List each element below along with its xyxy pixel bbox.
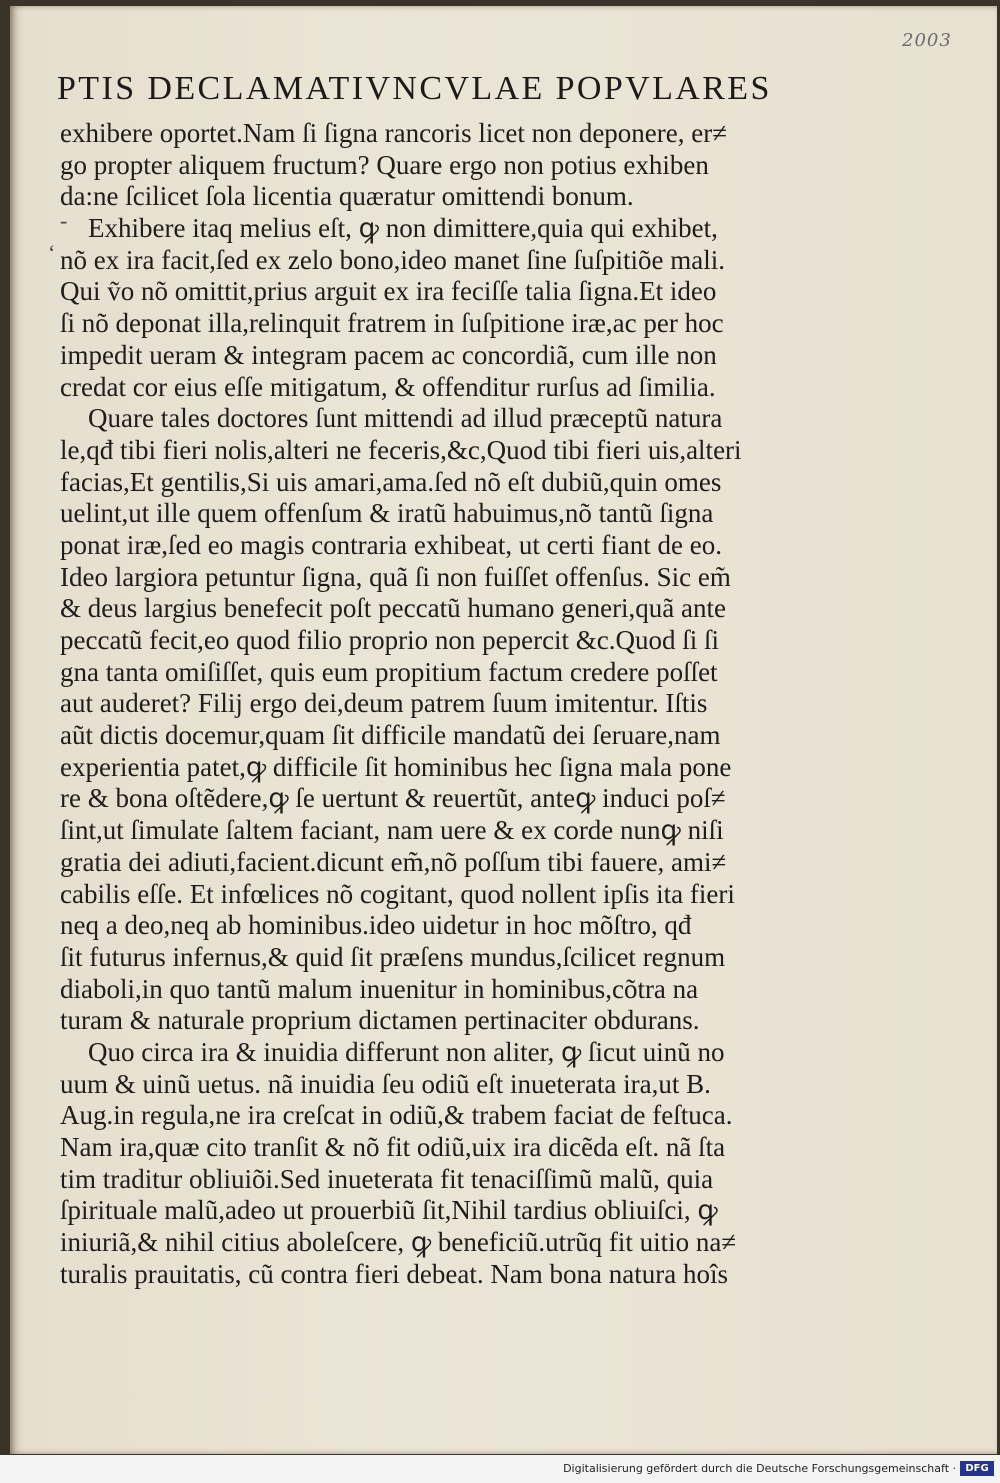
text-line: ſint,ut ſimulate ſaltem faciant, nam uere & ex corde nunꝙ niſi — [60, 815, 724, 846]
text-line: experientia patet,ꝙ difficile ſit hominibus hec ſigna mala pone — [60, 751, 732, 782]
text-line: Quare tales doctores ſunt mittendi ad illud præceptũ natura — [88, 403, 723, 434]
text-line: Aug.in regula,ne ira creſcat in odiũ,& trabem faciat de feſtuca. — [60, 1100, 733, 1131]
text-line: gna tanta omiſiſſet, quis eum propitium factum credere poſſet — [60, 656, 718, 687]
margin-mark: ‘ — [48, 240, 56, 265]
text-line: Qui ṽo nõ omittit,prius arguit ex ira feciſſe talia ſigna.Et ideo — [60, 276, 717, 307]
text-line: da:ne ſcilicet ſola licentia quæratur omittendi bonum. — [60, 181, 634, 212]
text-line: ſit futurus infernus,& quid ſit præſens mundus,ſcilicet regnum — [60, 941, 726, 972]
text-line: iniuriã,& nihil citius aboleſcere, ꝙ beneficiũ.utrũq fit uitio na≠ — [60, 1227, 737, 1258]
text-line: diaboli,in quo tantũ malum inuenitur in hominibus,cõtra na — [60, 973, 699, 1004]
text-line: Nam ira,quæ cito tranſit & nõ fit odiũ,uix ira dicẽda eſt. nã ſta — [60, 1132, 726, 1162]
text-line: peccatũ fecit,eo quod filio proprio non pepercit &c.Quod ſi ſi — [60, 625, 720, 655]
margin-mark: - — [60, 208, 68, 233]
text-line: uum & uinũ uetus. nã inuidia ſeu odiũ eſt inueterata ira,ut B. — [60, 1068, 711, 1099]
footer-bar — [0, 1455, 1000, 1483]
text-line: Ideo largiora petuntur ſigna, quã ſi non fuiſſet offenſus. Sic em̃ — [60, 561, 731, 592]
text-line: ſi nõ deponat illa,relinquit fratrem in ſuſpitione iræ,ac per hoc — [60, 308, 724, 339]
text-line: credat cor eius eſſe mitigatum, & offenditur rurſus ad ſimilia. — [60, 371, 716, 402]
text-line: & deus largius benefecit poſt peccatũ humano generi,quã ante — [60, 593, 727, 624]
text-line: cabilis eſſe. Et infœlices nõ cogitant, quod nollent ipſis ita fieri — [60, 878, 735, 909]
footer-credit: Digitalisierung gefördert durch die Deutsche Forschungsgemeinschaft · — [563, 1462, 956, 1475]
text-line: turalis prauitatis, cũ contra fieri debeat. Nam bona natura hoîs — [60, 1258, 729, 1289]
text-line: uelint,ut ille quem offenſum & iratũ habuimus,nõ tantũ ſigna — [60, 498, 714, 529]
text-line: aũt dictis docemur,quam ſit difficile mandatũ dei ſeruare,nam — [60, 720, 721, 751]
text-line: ponat iræ,ſed eo magis contraria exhibeat, ut certi fiant de eo. — [60, 529, 723, 560]
text-line: re & bona oſtẽdere,ꝙ ſe uertunt & reuertũt, anteꝙ induci poſ≠ — [60, 783, 726, 814]
text-line: Quo circa ira & inuidia differunt non aliter, ꝙ ſicut uinũ no — [88, 1036, 725, 1067]
text-line: neq a deo,neq ab hominibus.ideo uidetur in hoc mõſtro, qđ — [60, 910, 692, 941]
text-line: facias,Et gentilis,Si uis amari,ama.ſed nõ eſt dubiũ,quin omes — [60, 466, 722, 497]
text-line: gratia dei adiuti,facient.dicunt em̃,nõ poſſum tibi fauere, ami≠ — [60, 846, 727, 877]
text-line: impedit ueram & integram pacem ac concordiã, cum ille non — [60, 339, 717, 370]
text-line: aut auderet? Filij ergo dei,deum patrem ſuum imitentur. Iſtis — [60, 688, 708, 719]
text-line: turam & naturale proprium dictamen pertinaciter obdurans. — [60, 1005, 700, 1036]
text-line: tim traditur obliuiõi.Sed inueterata fit tenaciſſimũ malũ, quia — [60, 1163, 714, 1194]
folio-number: 2003 — [902, 30, 952, 51]
text-line: le,qđ tibi fieri nolis,alteri ne feceris,&c,Quod tibi fieri uis,alteri — [60, 434, 742, 465]
text-line: ſpirituale malũ,adeo ut prouerbiũ ſit,Nihil tardius obliuiſci, ꝙ — [60, 1195, 718, 1226]
running-head: PTIS DECLAMATIVNCVLAE POPVLARES — [57, 70, 772, 107]
text-line: go propter aliquem fructum? Quare ergo non potius exhiben — [60, 149, 709, 180]
dfg-logo: DFG — [960, 1461, 994, 1476]
body-text — [60, 118, 790, 1290]
text-line: Exhibere itaq melius eſt, ꝙ non dimittere,quia qui exhibet, — [88, 213, 718, 244]
text-line: nõ ex ira facit,ſed ex zelo bono,ideo manet ſine ſuſpitiõe mali. — [60, 244, 726, 275]
text-line: exhibere oportet.Nam ſi ſigna rancoris licet non deponere, er≠ — [60, 118, 728, 148]
